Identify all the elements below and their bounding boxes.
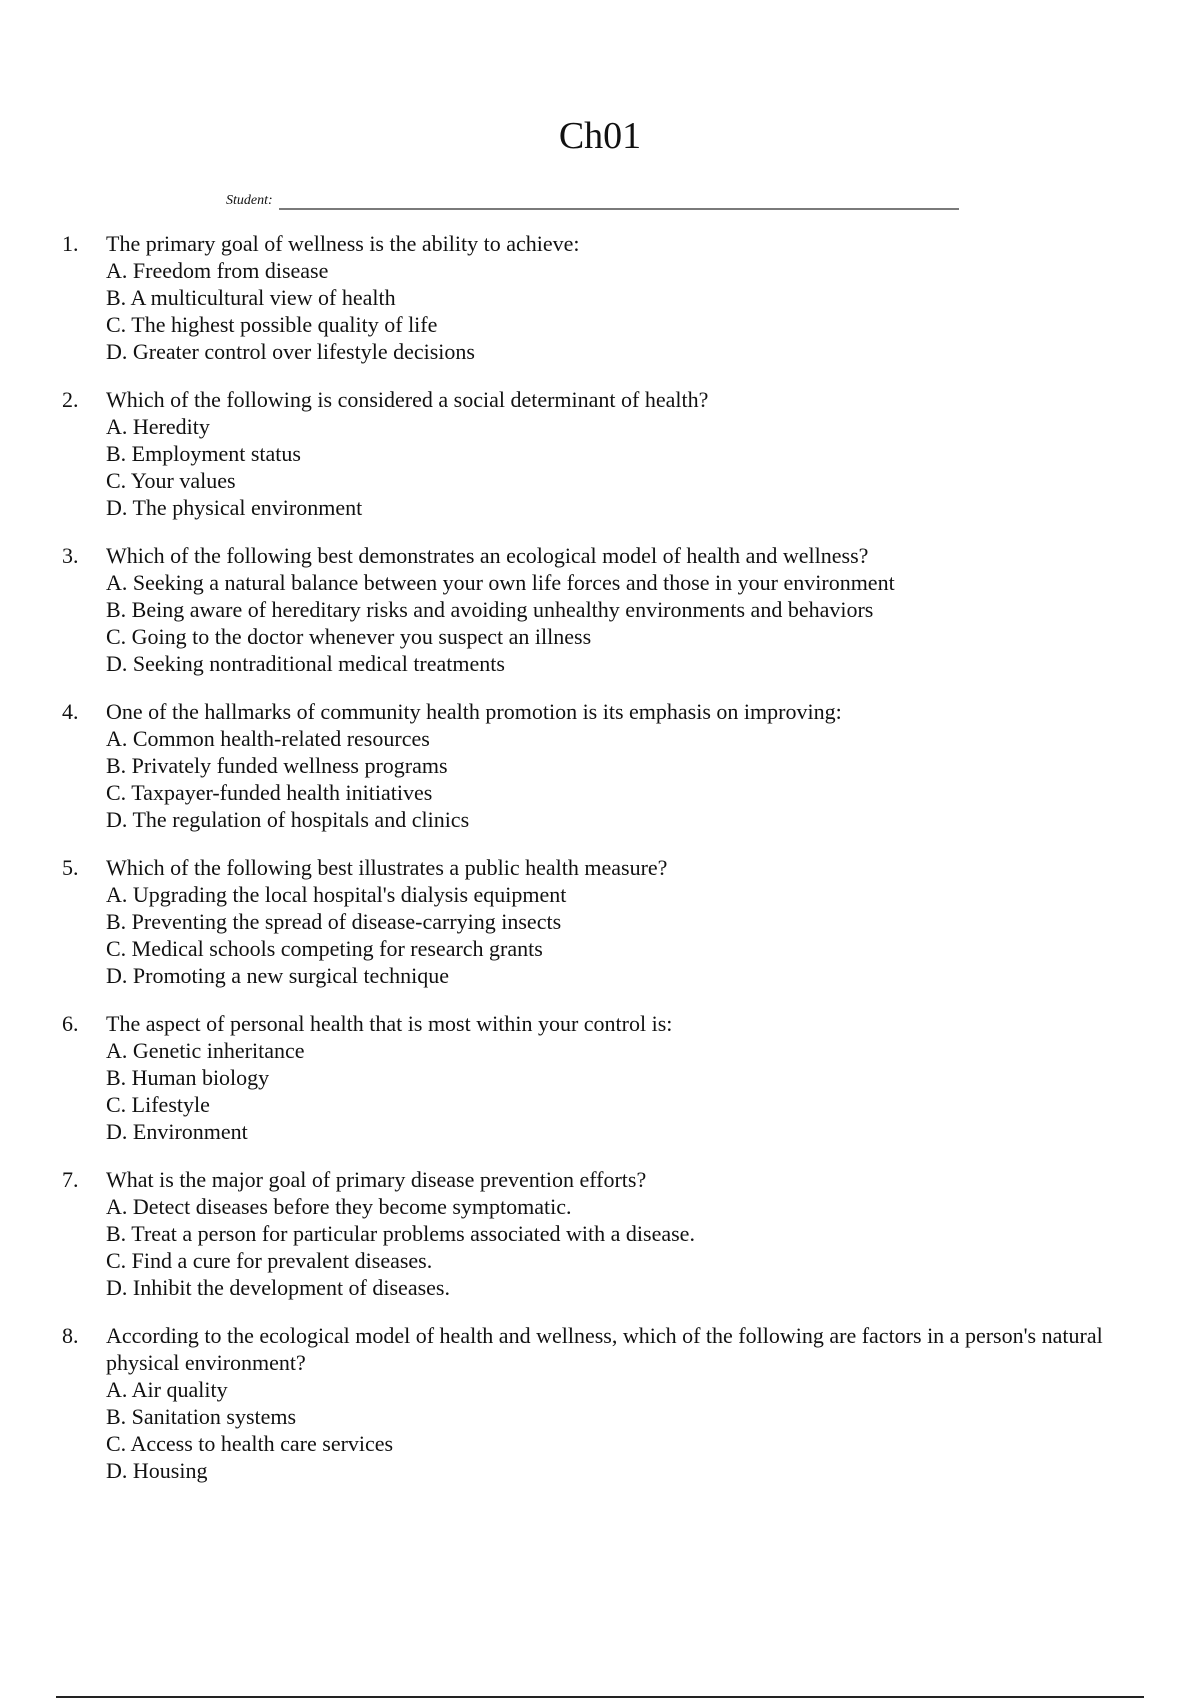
question-8 [62, 1322, 1142, 1484]
page-title: Ch01 [558, 115, 642, 157]
question-number: 5. [62, 855, 79, 880]
question-number: 8. [62, 1323, 79, 1348]
answer-option: C. Find a cure for prevalent diseases. [106, 1248, 433, 1273]
answer-option: C. Access to health care services [106, 1431, 394, 1456]
answer-option: C. Lifestyle [106, 1092, 210, 1117]
answer-option: C. Going to the doctor whenever you suspect an illness [106, 624, 592, 649]
question-3 [62, 542, 1142, 677]
answer-option: A. Detect diseases before they become symptomatic. [106, 1194, 572, 1219]
answer-option: A. Freedom from disease [106, 258, 329, 283]
question-number: 3. [62, 543, 79, 568]
question-7 [62, 1166, 1142, 1301]
question-4 [62, 698, 1142, 833]
question-number: 2. [62, 387, 79, 412]
answer-option: B. Human biology [106, 1065, 270, 1090]
answer-option: B. Sanitation systems [106, 1404, 297, 1429]
answer-option: D. Promoting a new surgical technique [106, 963, 449, 988]
question-text: According to the ecological model of health and wellness, which of the following are factors in a person's natural physical environment? [106, 1323, 1103, 1375]
answer-option: D. Housing [106, 1458, 208, 1483]
answer-option: C. Medical schools competing for research grants [106, 936, 543, 961]
answer-option: B. Employment status [106, 441, 301, 466]
question-list [62, 230, 1142, 1484]
answer-option: B. Being aware of hereditary risks and avoiding unhealthy environments and behaviors [106, 597, 874, 622]
question-number: 7. [62, 1167, 79, 1192]
question-text: One of the hallmarks of community health promotion is its emphasis on improving: [106, 699, 842, 724]
answer-option: A. Common health-related resources [106, 726, 430, 751]
question-number: 6. [62, 1011, 79, 1036]
answer-option: D. The regulation of hospitals and clinics [106, 807, 470, 832]
question-text: The primary goal of wellness is the ability to achieve: [106, 231, 580, 256]
question-text: What is the major goal of primary disease prevention efforts? [106, 1167, 647, 1192]
question-text: The aspect of personal health that is most within your control is: [106, 1011, 673, 1036]
question-text: Which of the following is considered a social determinant of health? [106, 387, 709, 412]
student-name-field[interactable] [279, 186, 959, 210]
question-number: 4. [62, 699, 79, 724]
answer-option: B. Treat a person for particular problems associated with a disease. [106, 1221, 695, 1246]
answer-option: D. Inhibit the development of diseases. [106, 1275, 450, 1300]
answer-option: A. Heredity [106, 414, 210, 439]
answer-option: D. Seeking nontraditional medical treatments [106, 651, 505, 676]
student-label: Student: [226, 193, 273, 208]
question-1 [62, 230, 1142, 365]
answer-option: C. The highest possible quality of life [106, 312, 438, 337]
question-2 [62, 386, 1142, 521]
question-number: 1. [62, 231, 79, 256]
answer-option: D. The physical environment [106, 495, 363, 520]
answer-option: A. Upgrading the local hospital's dialysis equipment [106, 882, 567, 907]
student-name-row [226, 186, 959, 210]
question-text: Which of the following best illustrates a public health measure? [106, 855, 668, 880]
question-text: Which of the following best demonstrates an ecological model of health and wellness? [106, 543, 869, 568]
question-6 [62, 1010, 1142, 1145]
answer-option: B. Privately funded wellness programs [106, 753, 448, 778]
question-5 [62, 854, 1142, 989]
answer-option: A. Seeking a natural balance between your own life forces and those in your environment [106, 570, 895, 595]
answer-option: C. Taxpayer-funded health initiatives [106, 780, 433, 805]
answer-option: B. Preventing the spread of disease-carrying insects [106, 909, 562, 934]
answer-option: D. Greater control over lifestyle decisions [106, 339, 475, 364]
answer-option: D. Environment [106, 1119, 248, 1144]
answer-option: C. Your values [106, 468, 236, 493]
answer-option: B. A multicultural view of health [106, 285, 396, 310]
footer-divider [56, 1696, 1144, 1698]
answer-option: A. Genetic inheritance [106, 1038, 305, 1063]
answer-option: A. Air quality [106, 1377, 228, 1402]
